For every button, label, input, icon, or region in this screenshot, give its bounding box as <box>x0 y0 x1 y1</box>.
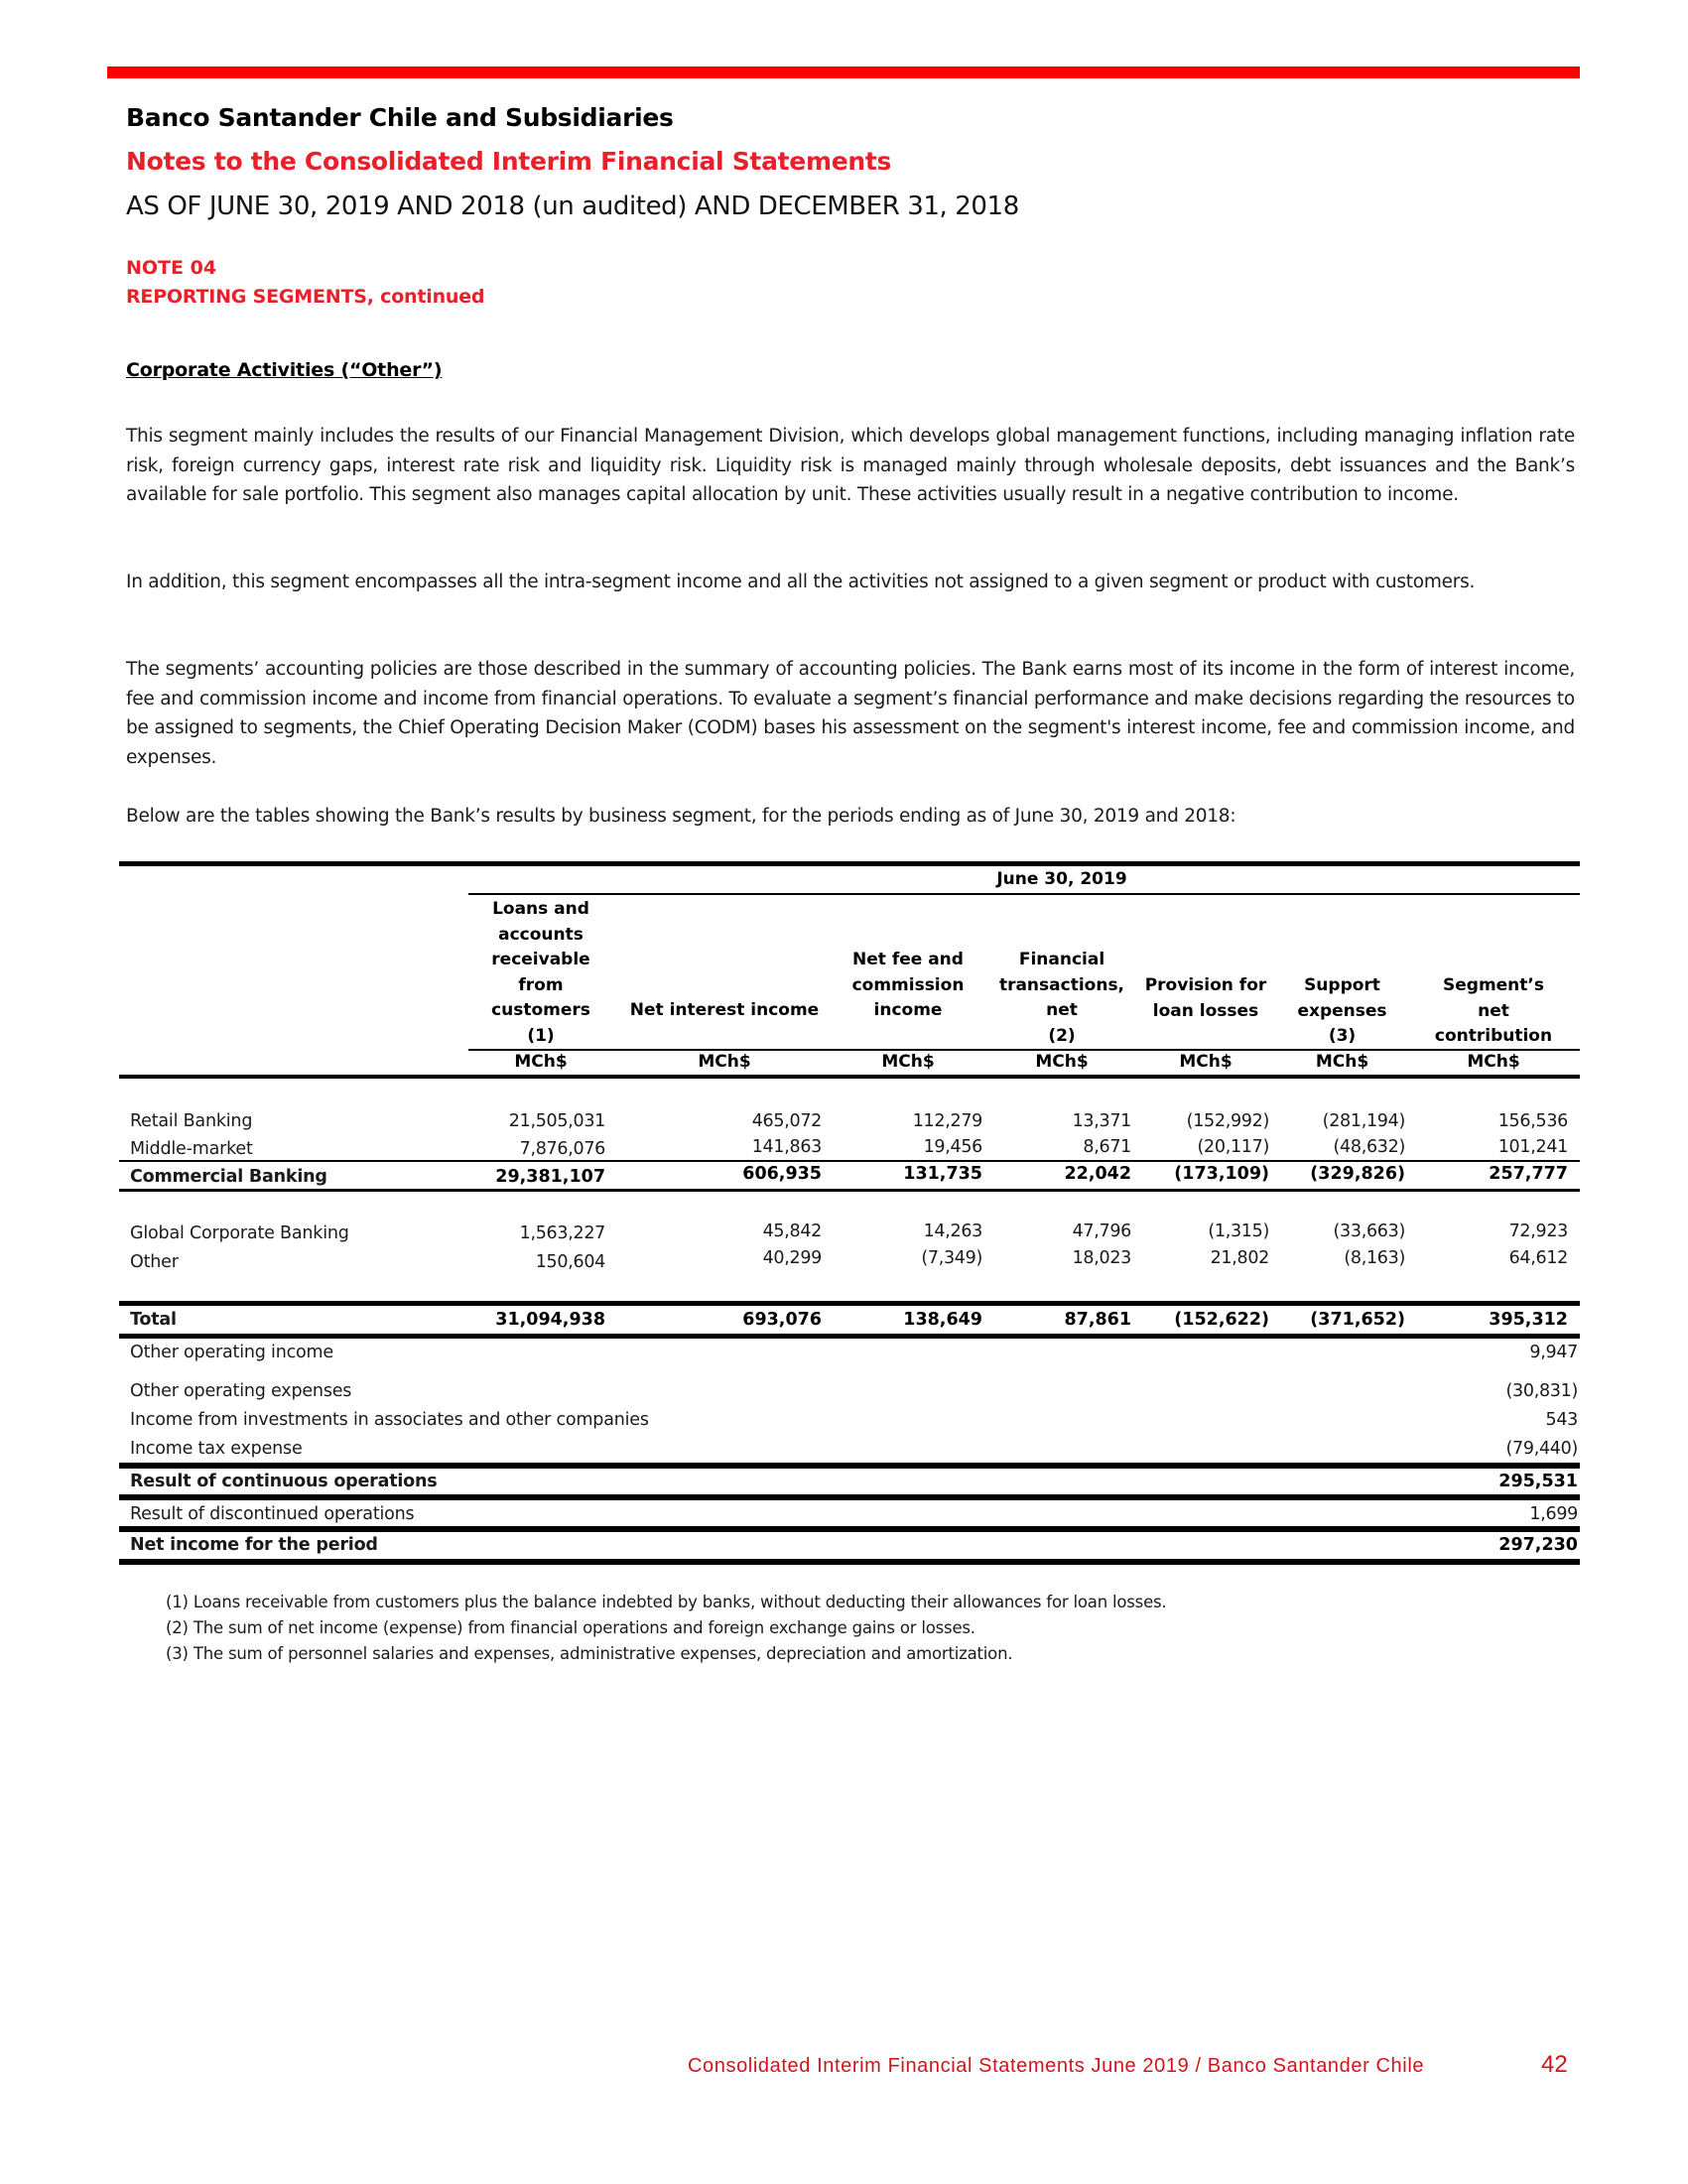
cell-value: 141,863 <box>751 1137 822 1157</box>
paragraph: The segments’ accounting policies are those described in the summary of accounting policies. The Bank earns most of its income in the form of interest income, fee and commission income and income from financial operations. To evaluate a segment’s financial performance and make decisions regarding the resources to be assigned to segments, the Chief Operating Decision Maker (CODM) bases his assessment on the segment's interest income, fee and commission income, and expenses. <box>126 659 1575 768</box>
col-header-line: (1) <box>527 1025 555 1046</box>
col-header-line: Net interest income <box>629 1000 820 1020</box>
as-of-date: AS OF JUNE 30, 2019 AND 2018 (un audited) AND DECEMBER 31, 2018 <box>126 192 1019 221</box>
cell-value: 19,456 <box>923 1137 982 1157</box>
header-bottom-rule <box>119 1075 1580 1079</box>
cell-value: 257,777 <box>1489 1164 1568 1184</box>
col-header-support-expenses <box>1280 973 1404 1050</box>
col-header-provision <box>1136 973 1275 1024</box>
period-header: June 30, 2019 <box>996 869 1127 889</box>
col-header-line: loan losses <box>1152 1000 1259 1021</box>
summary-value: 295,531 <box>1498 1472 1578 1491</box>
col-header-line: Provision for <box>1144 975 1267 995</box>
col-header-line: Financial <box>1018 950 1105 969</box>
cell-value: 138,649 <box>903 1310 982 1330</box>
page-footer-text: Consolidated Interim Financial Statements June 2019 / Banco Santander Chile <box>688 2055 1425 2077</box>
cell-value: (33,663) <box>1333 1221 1405 1241</box>
summary-label: Other operating expenses <box>130 1381 352 1401</box>
summary-value: (79,440) <box>1505 1439 1578 1459</box>
cell-value: (152,622) <box>1174 1310 1269 1330</box>
col-header-line: Net fee and <box>852 950 964 969</box>
col-header-line: net <box>1478 1000 1509 1021</box>
cell-value: 87,861 <box>1064 1310 1131 1330</box>
unit-label: MCh$ <box>1179 1052 1233 1072</box>
summary-value: 9,947 <box>1529 1343 1578 1362</box>
cell-value: 40,299 <box>762 1248 822 1268</box>
col-header-line: customers <box>491 1000 590 1020</box>
total-top-rule <box>119 1301 1580 1306</box>
row-label: Other <box>130 1252 179 1272</box>
row-label: Total <box>130 1310 177 1330</box>
page-number: 42 <box>1541 2051 1568 2078</box>
summary-value: 1,699 <box>1529 1504 1578 1524</box>
cell-value: (1,315) <box>1208 1221 1269 1241</box>
cell-value: 13,371 <box>1072 1111 1131 1131</box>
col-header-line: Segment’s <box>1443 975 1544 995</box>
summary-rule <box>119 1526 1580 1532</box>
paragraph: Below are the tables showing the Bank’s results by business segment, for the periods ending as of June 30, 2019 and 2018: <box>126 806 1236 827</box>
summary-label: Income from investments in associates and other companies <box>130 1410 649 1430</box>
unit-label: MCh$ <box>698 1052 751 1072</box>
company-name: Banco Santander Chile and Subsidiaries <box>126 103 674 132</box>
summary-value: 297,230 <box>1498 1535 1578 1555</box>
table-bottom-rule <box>119 1559 1580 1565</box>
cell-value: (371,652) <box>1310 1310 1405 1330</box>
cell-value: 112,279 <box>912 1111 982 1131</box>
summary-rule <box>119 1494 1580 1500</box>
col-header-net-interest <box>620 998 829 1024</box>
unit-label: MCh$ <box>1467 1052 1520 1072</box>
period-rule <box>468 893 1580 895</box>
paragraph: In addition, this segment encompasses all the intra-segment income and all the activities not assigned to a given segment or product with customers. <box>126 572 1476 592</box>
cell-value: 47,796 <box>1072 1221 1131 1241</box>
cell-value: 7,876,076 <box>519 1139 605 1159</box>
paragraph: This segment mainly includes the results of our Financial Management Division, which develops global management functions, including managing inflation rate risk, foreign currency gaps, interest rate risk and liquidity risk. Liquidity risk is managed mainly through wholesale deposits, debt issuances and the Bank’s available for sale portfolio. This segment also manages capital allocation by unit. These activities usually result in a negative contribution to income. <box>126 426 1575 505</box>
cell-value: 21,802 <box>1210 1248 1269 1268</box>
row-label: Retail Banking <box>130 1111 253 1131</box>
cell-value: 395,312 <box>1489 1310 1568 1330</box>
cell-value: 693,076 <box>742 1310 822 1330</box>
cell-value: (152,992) <box>1186 1111 1269 1131</box>
cell-value: (48,632) <box>1333 1137 1405 1157</box>
unit-label: MCh$ <box>881 1052 935 1072</box>
cell-value: 72,923 <box>1508 1221 1568 1241</box>
col-header-line: net <box>1046 1000 1078 1020</box>
cell-value: 150,604 <box>535 1252 605 1272</box>
section-title: Corporate Activities (“Other”) <box>126 359 443 381</box>
summary-value: (30,831) <box>1505 1381 1578 1401</box>
summary-label: Net income for the period <box>130 1535 378 1555</box>
cell-value: (20,117) <box>1197 1137 1269 1157</box>
cell-value: 156,536 <box>1497 1111 1568 1131</box>
unit-label: MCh$ <box>514 1052 568 1072</box>
unit-label: MCh$ <box>1315 1052 1369 1072</box>
cell-value: 31,094,938 <box>495 1310 605 1330</box>
cell-value: 8,671 <box>1083 1137 1131 1157</box>
table-top-rule <box>119 861 1580 866</box>
cell-value: (8,163) <box>1344 1248 1405 1268</box>
subtotal-rule <box>119 1160 1580 1162</box>
col-header-net-contribution <box>1419 973 1568 1050</box>
col-header-line: from <box>518 974 564 995</box>
summary-label: Result of continuous operations <box>130 1472 438 1491</box>
summary-rule <box>119 1463 1580 1469</box>
summary-label: Income tax expense <box>130 1439 303 1459</box>
cell-value: 101,241 <box>1497 1137 1568 1157</box>
row-label: Commercial Banking <box>130 1167 327 1187</box>
cell-value: 22,042 <box>1064 1164 1131 1184</box>
col-header-line: (3) <box>1328 1026 1357 1046</box>
total-bottom-rule <box>119 1334 1580 1339</box>
col-header-line: Support <box>1304 975 1380 995</box>
row-label: Global Corporate Banking <box>130 1223 349 1243</box>
cell-value: 465,072 <box>751 1111 822 1131</box>
cell-value: (281,194) <box>1322 1111 1405 1131</box>
unit-label: MCh$ <box>1035 1052 1089 1072</box>
col-header-line: contribution <box>1434 1026 1553 1046</box>
cell-value: 1,563,227 <box>519 1223 605 1243</box>
footnote: (3) The sum of personnel salaries and expenses, administrative expenses, depreciation and amortization. <box>166 1644 1013 1663</box>
col-header-line: receivable <box>491 950 590 969</box>
cell-value: 45,842 <box>762 1221 822 1241</box>
cell-value: 18,023 <box>1072 1248 1131 1268</box>
col-header-line: transactions, <box>998 974 1125 995</box>
cell-value: (173,109) <box>1174 1164 1269 1184</box>
col-header-line: income <box>873 1000 943 1020</box>
footnote: (2) The sum of net income (expense) from financial operations and foreign exchange gains or losses. <box>166 1618 975 1637</box>
note-number: NOTE 04 <box>126 257 217 279</box>
cell-value: 131,735 <box>903 1164 982 1184</box>
col-header-line: (2) <box>1048 1025 1076 1046</box>
cell-value: (329,826) <box>1310 1164 1405 1184</box>
document-title: Notes to the Consolidated Interim Financial Statements <box>126 147 892 176</box>
cell-value: 64,612 <box>1508 1248 1568 1268</box>
col-header-line: Loans and <box>492 899 589 919</box>
col-header-line: commission <box>851 974 965 995</box>
footnote: (1) Loans receivable from customers plus the balance indebted by banks, without deducting their allowances for loan losses. <box>166 1593 1167 1611</box>
summary-label: Other operating income <box>130 1343 333 1362</box>
summary-label: Result of discontinued operations <box>130 1504 415 1524</box>
subtotal-bottom-rule <box>119 1189 1580 1192</box>
header-red-bar <box>107 66 1580 78</box>
cell-value: 29,381,107 <box>495 1167 605 1187</box>
cell-value: 606,935 <box>742 1164 822 1184</box>
summary-value: 543 <box>1545 1410 1578 1430</box>
cell-value: (7,349) <box>921 1248 982 1268</box>
col-header-net-fee <box>839 948 977 1024</box>
col-header-financial-transactions <box>987 948 1136 1049</box>
col-header-loans <box>471 897 610 1049</box>
cell-value: 21,505,031 <box>508 1111 605 1131</box>
col-header-line: expenses <box>1297 1000 1387 1021</box>
row-label: Middle-market <box>130 1139 253 1159</box>
note-title: REPORTING SEGMENTS, continued <box>126 286 485 308</box>
col-header-line: accounts <box>498 924 584 945</box>
cell-value: 14,263 <box>923 1221 982 1241</box>
